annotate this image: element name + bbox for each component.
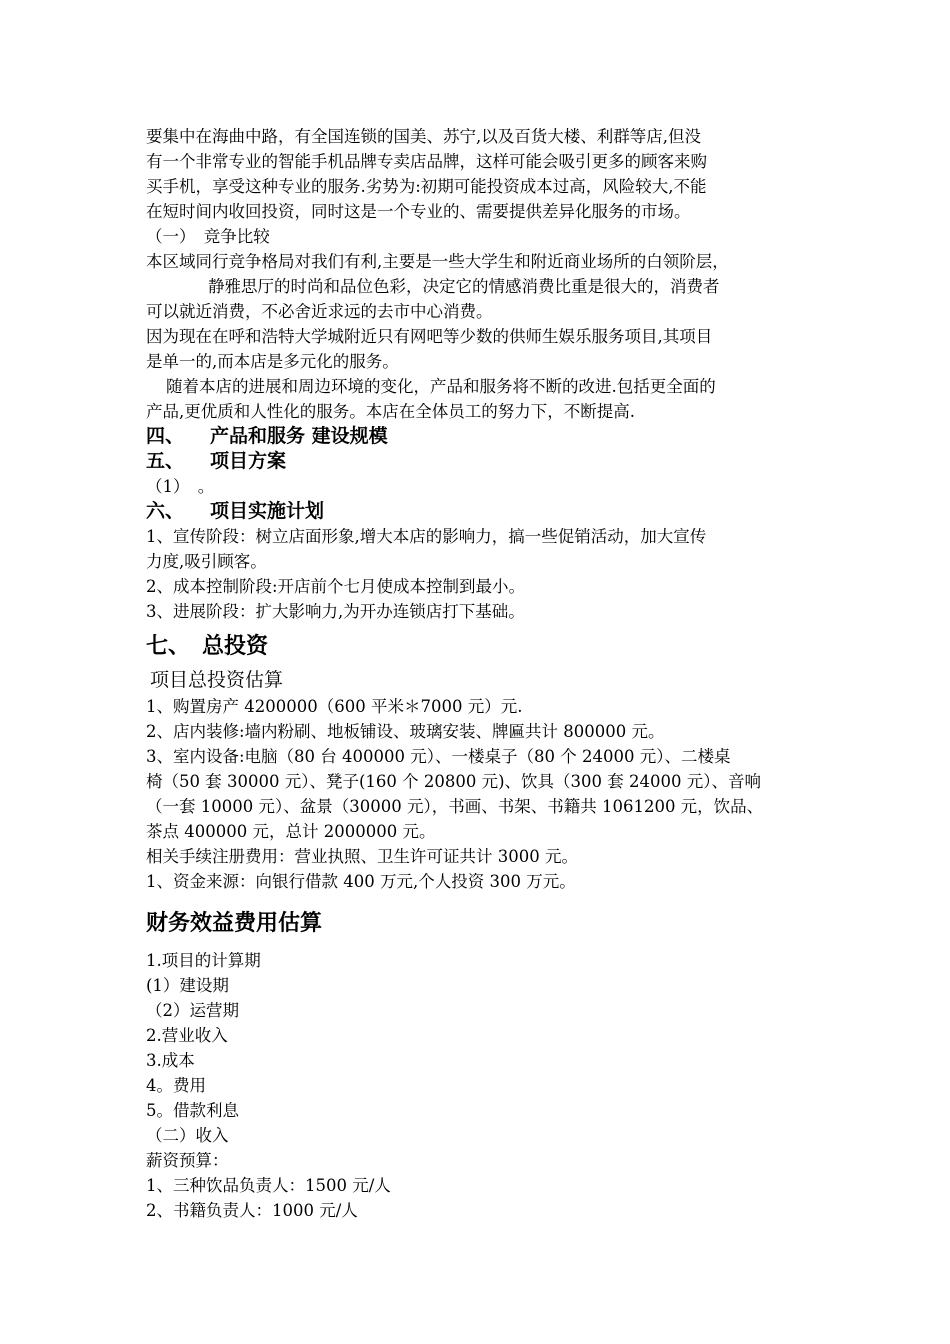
section-heading-competition: （一） 竞争比较	[146, 227, 270, 246]
list-item: （2）运营期	[146, 1001, 239, 1020]
text-line: 茶点 400000 元，总计 2000000 元。	[146, 822, 436, 841]
heading-text: 项目方案	[210, 450, 287, 472]
text-line: 随着本店的进展和周边环境的变化，产品和服务将不断的改进.包括更全面的	[166, 377, 716, 396]
text-line: 相关手续注册费用：营业执照、卫生许可证共计 3000 元。	[146, 847, 578, 866]
heading-text: 总投资	[202, 634, 269, 659]
subheading-investment-estimate: 项目总投资估算	[150, 669, 284, 691]
list-item: 3.成本	[146, 1051, 195, 1070]
heading-number: 四、	[146, 425, 185, 447]
text-line: 可以就近消费，不必舍近求远的去市中心消费。	[146, 302, 493, 321]
text-line: 2、成本控制阶段:开店前个七月使成本控制到最小。	[146, 577, 526, 596]
list-item: 2、书籍负责人：1000 元/人	[146, 1201, 358, 1220]
list-item: 2.营业收入	[146, 1026, 228, 1045]
text-line: （一套 10000 元）、盆景（30000 元），书画、书架、书籍共 1061200 元，饮品、	[146, 797, 764, 816]
heading-total-investment	[146, 632, 826, 662]
text-line: 因为现在在呼和浩特大学城附近只有网吧等少数的供师生娱乐服务项目,其项目	[146, 327, 713, 346]
list-item: 薪资预算：	[146, 1151, 229, 1170]
text-line: 本区域同行竞争格局对我们有利,主要是一些大学生和附近商业场所的白领阶层，	[146, 252, 729, 271]
text-line: 3、进展阶段：扩大影响力,为开办连锁店打下基础。	[146, 602, 525, 621]
heading-products-services	[146, 424, 826, 449]
text-line: 是单一的,而本店是多元化的服务。	[146, 352, 399, 371]
document-body	[146, 124, 826, 1223]
text-line: 力度,吸引顾客。	[146, 552, 267, 571]
text-line: 1、资金来源：向银行借款 400 万元,个人投资 300 万元。	[146, 872, 576, 891]
list-item: (1）建设期	[146, 976, 229, 995]
heading-text: 产品和服务 建设规模	[210, 425, 388, 447]
text-line: 椅（50 套 30000 元）、凳子(160 个 20800 元)、饮具（300 套 24000 元）、音响	[146, 772, 762, 791]
list-item: 4。费用	[146, 1076, 206, 1095]
text-line: 在短时间内收回投资，同时这是一个专业的、需要提供差异化服务的市场。	[146, 202, 691, 221]
text-line: 3、室内设备:电脑（80 台 400000 元）、一楼桌子（80 个 24000 元）、二楼桌	[146, 747, 731, 766]
text-line: 产品,更优质和人性化的服务。本店在全体员工的努力下，不断提高.	[146, 402, 635, 421]
text-line: 2、店内装修:墙内粉刷、地板铺设、玻璃安装、牌匾共计 800000 元。	[146, 722, 665, 741]
list-item: （1） 。	[146, 477, 215, 496]
text-line: 买手机，享受这种专业的服务.劣势为:初期可能投资成本过高，风险较大,不能	[146, 177, 707, 196]
heading-project-plan	[146, 449, 826, 474]
heading-number: 六、	[146, 500, 185, 522]
heading-financial-estimate: 财务效益费用估算	[146, 911, 323, 936]
text-line: 1、购置房产 4200000（600 平米＊7000 元）元.	[146, 697, 523, 716]
list-item: 1、三种饮品负责人：1500 元/人	[146, 1176, 391, 1195]
heading-text: 项目实施计划	[210, 500, 325, 522]
list-item: 5。借款利息	[146, 1101, 239, 1120]
heading-number: 五、	[146, 450, 185, 472]
text-line: 有一个非常专业的智能手机品牌专卖店品牌，这样可能会吸引更多的顾客来购	[146, 152, 707, 171]
text-line: 要集中在海曲中路，有全国连锁的国美、苏宁,以及百货大楼、利群等店,但没	[146, 127, 701, 146]
heading-implementation-plan	[146, 499, 826, 524]
text-line: 静雅思厅的时尚和品位色彩，决定它的情感消费比重是很大的，消费者	[208, 277, 720, 296]
heading-number: 七、	[146, 634, 191, 659]
list-item: （二）收入	[146, 1126, 229, 1145]
text-line: 1、宣传阶段：树立店面形象,增大本店的影响力，搞一些促销活动，加大宣传	[146, 527, 707, 546]
list-item: 1.项目的计算期	[146, 951, 261, 970]
